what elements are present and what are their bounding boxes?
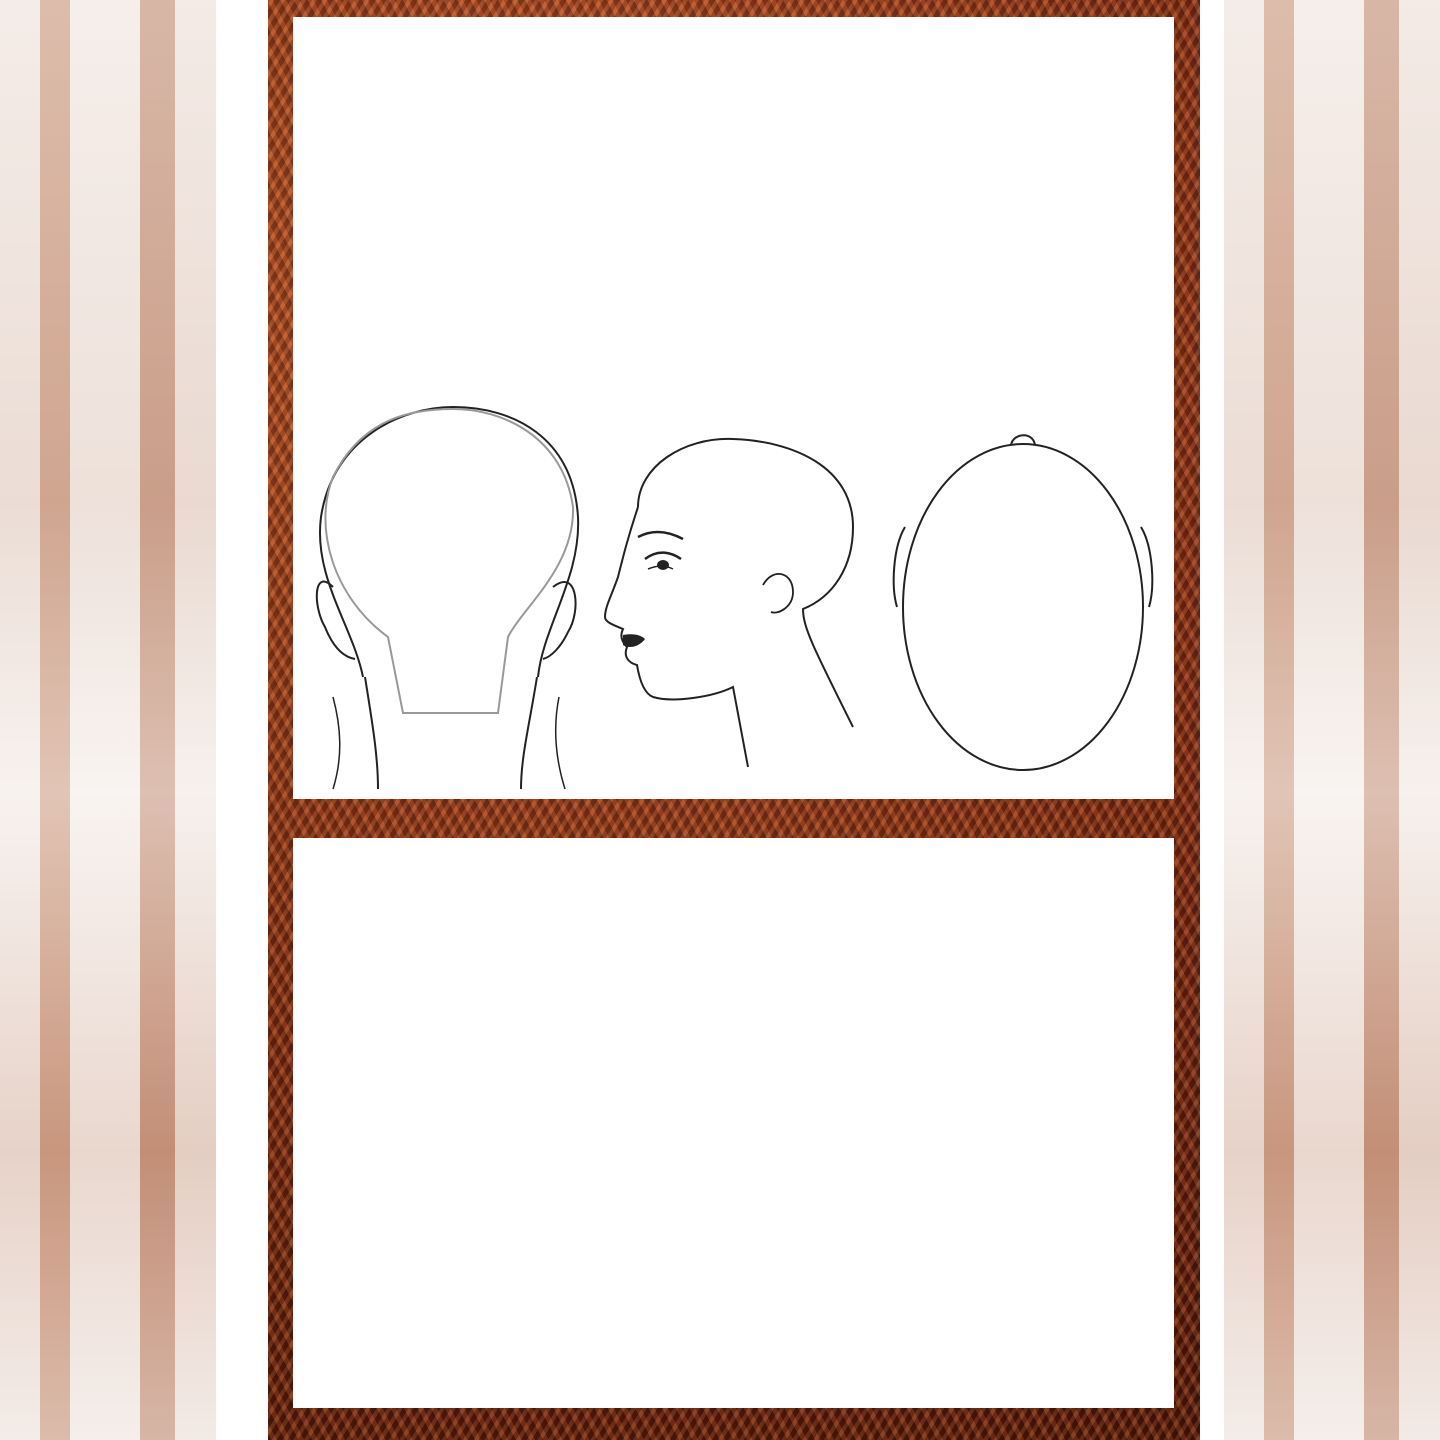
profile-lips <box>623 634 645 647</box>
back-of-head-illustration <box>317 407 578 789</box>
bottom-panel <box>293 838 1174 1408</box>
sectioning-diagram <box>293 397 1174 797</box>
hair-color-swatches <box>785 872 1145 1230</box>
back-hairline-outline <box>325 409 573 713</box>
profile-eye <box>657 560 669 570</box>
side-profile-illustration <box>605 439 853 767</box>
top-of-head-illustration <box>894 435 1153 770</box>
top-panel <box>293 17 1174 799</box>
blurred-background-right <box>1224 0 1440 1440</box>
blurred-background-left <box>0 0 216 1440</box>
